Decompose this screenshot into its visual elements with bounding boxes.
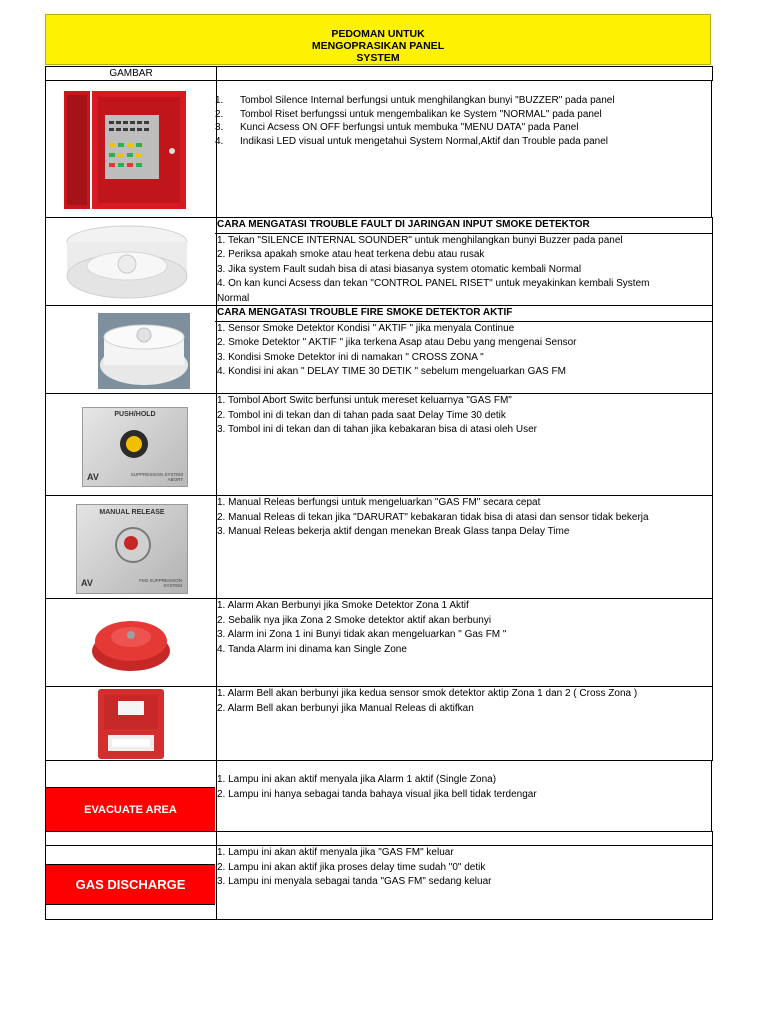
table-row-abort [45, 393, 713, 496]
manual-item-3: 3. Manual Releas bekerja aktif dengan menekan Break Glass tanpa Delay Time [217, 526, 570, 538]
evacuate-description [215, 761, 712, 832]
table-row-fire [45, 305, 713, 394]
evacuate-item-2: 2. Lampu ini hanya sebagai tanda bahaya visual jika bell tidak terdengar [217, 788, 537, 800]
alarm-item-3: 3. Alarm ini Zona 1 ini Bunyi tidak akan mengeluarkan " Gas FM " [217, 629, 507, 641]
table-row-fault [45, 217, 713, 306]
manual-release-image-cell [45, 496, 217, 599]
alarm-description [215, 599, 713, 687]
abort-description [215, 394, 713, 496]
abort-button-icon [126, 436, 142, 452]
smoke-detector-image-cell [45, 218, 217, 306]
panel-item-1: Tombol Silence Internal berfungsi untuk menghilangkan bunyi "BUZZER" pada panel [240, 95, 615, 106]
header-line-1: PEDOMAN UNTUK [331, 28, 425, 40]
alarm-item-2: 2. Sebalik nya jika Zona 2 Smoke detektor aktif akan berbunyi [217, 614, 492, 626]
fire-item-4: 4. Kondisi ini akan " DELAY TIME 30 DETIK " sebelum mengeluarkan GAS FM [217, 366, 566, 378]
manual-release-image [76, 504, 188, 594]
fault-item-4: 4. On kan kunci Acsess dan tekan "CONTROL PANEL RISET" untuk meyakinkan kembali System [217, 278, 650, 290]
fire-alarm-panel-image [64, 91, 188, 211]
fault-item-2: 2. Periksa apakah smoke atau heat terkena debu atau rusak [217, 249, 485, 261]
alarm-bell-image-cell [45, 599, 217, 687]
panel-description: 1. Tombol Silence Internal berfungsi untuk menghilangkan bunyi "BUZZER" pada panel 2. Tombol Riset berfungssi untuk mengembalikan ke System "NORMAL" pada panel 3. Kunci Acsess ON OFF berfungsi untuk membuka "MENU DATA" pada Panel 4. Indikasi LED visual untuk mengetahui System Normal,Aktif dan Trouble pada panel [215, 81, 712, 218]
brand-logo: AV [81, 578, 93, 588]
horn-strobe-image-cell [45, 687, 217, 761]
alarm-item-4: 4. Tanda Alarm ini dinama kan Single Zone [217, 643, 407, 655]
active-detector-image-cell [45, 306, 217, 394]
header-line-3: SYSTEM [356, 52, 400, 64]
abort-top-label: PUSH/HOLD [114, 411, 156, 418]
table-row-evacuate [45, 760, 713, 832]
panel-item-3: Kunci Acsess ON OFF berfungsi untuk membuka "MENU DATA" pada Panel [240, 122, 579, 134]
abort-switch-image [82, 407, 188, 487]
table-row-bell [45, 686, 713, 761]
abort-bottom-label: SUPPRESSION SYSTEM ABORT [130, 472, 183, 482]
gas-item-2: 2. Lampu ini akan aktif jika proses delay time sudah "0" detik [217, 861, 486, 873]
manual-description [215, 496, 713, 599]
fault-title: CARA MENGATASI TROUBLE FAULT DI JARINGAN INPUT SMOKE DETEKTOR [215, 218, 712, 234]
abort-item-1: 1. Tombol Abort Switc berfunsi untuk mereset keluarnya "GAS FM" [217, 395, 512, 406]
evacuate-area-sign: EVACUATE AREA [46, 787, 215, 832]
fault-description [215, 218, 713, 306]
manual-bottom-label: FM2 SUPPRESSION SYSTEM [139, 578, 182, 588]
panel-image-cell [45, 81, 217, 218]
gambar-header: GAMBAR [45, 67, 217, 81]
alarm-item-1: 1. Alarm Akan Berbunyi jika Smoke Detektor Zona 1 Aktif [217, 600, 469, 611]
horn-strobe-image [98, 689, 164, 759]
table-header-row [45, 66, 713, 81]
gas-description [215, 846, 713, 919]
manual-item-2: 2. Manual Releas di tekan jika "DARURAT" kebakaran tidak bisa di atasi dan sensor tidak bekerja [217, 511, 649, 523]
fault-item-1: 1. Tekan "SILENCE INTERNAL SOUNDER" untuk menghilangkan bunyi Buzzer pada panel [217, 234, 623, 246]
gas-item-3: 3. Lampu ini menyala sebagai tanda "GAS FM" sedang keluar [217, 876, 492, 888]
brand-logo: AV [87, 472, 99, 482]
fire-description [215, 306, 713, 394]
active-smoke-detector-image [98, 313, 190, 389]
gas-item-1: 1. Lampu ini akan aktif menyala jika "GAS FM" keluar [217, 847, 454, 858]
abort-item-2: 2. Tombol ini di tekan dan di tahan pada saat Delay Time 30 detik [217, 409, 506, 421]
fire-title: CARA MENGATASI TROUBLE FIRE SMOKE DETEKTOR AKTIF [215, 306, 712, 322]
fire-item-1: 1. Sensor Smoke Detektor Kondisi " AKTIF " jika menyala Continue [217, 322, 515, 334]
page-header [45, 14, 711, 65]
bell-description [215, 687, 713, 761]
panel-item-4: Indikasi LED visual untuk mengetahui System Normal,Aktif dan Trouble pada panel [240, 135, 608, 147]
evacuate-item-1: 1. Lampu ini akan aktif menyala jika Alarm 1 aktif (Single Zona) [217, 774, 497, 785]
abort-item-3: 3. Tombol ini di tekan dan di tahan jika kebakaran bisa di atasi oleh User [217, 424, 538, 436]
manual-item-1: 1. Manual Releas berfungsi untuk mengeluarkan "GAS FM" secara cepat [217, 497, 541, 508]
abort-switch-image-cell [45, 394, 217, 496]
smoke-detector-image [64, 220, 190, 304]
fault-item-4-cont: Normal [217, 292, 250, 304]
fire-item-3: 3. Kondisi Smoke Detektor ini di namakan " CROSS ZONA " [217, 351, 484, 363]
table-row-gas [45, 845, 713, 920]
manual-top-label: MANUAL RELEASE [99, 509, 165, 516]
bell-item-2: 2. Alarm Bell akan berbunyi jika Manual Releas di aktifkan [217, 702, 474, 714]
bell-item-1: 1. Alarm Bell akan berbunyi jika kedua sensor smok detektor aktip Zona 1 dan 2 ( Cross Zona ) [217, 688, 638, 699]
table-row-manual [45, 495, 713, 599]
header-line-2: MENGOPRASIKAN PANEL [311, 40, 445, 52]
fault-item-3: 3. Jika system Fault sudah bisa di atasi biasanya system otomatic kembali Normal [217, 263, 582, 275]
table-row-spacer [45, 831, 713, 846]
table-row-panel [45, 80, 713, 218]
table-row-alarm [45, 598, 713, 687]
alarm-bell-image [90, 613, 172, 675]
panel-item-2: Tombol Riset berfungssi untuk mengembalikan ke System "NORMAL" pada panel [240, 108, 602, 120]
break-glass-icon [124, 536, 138, 550]
fire-item-2: 2. Smoke Detektor " AKTIF " jika terkena Asap atau Debu yang mengenai Sensor [217, 337, 577, 349]
gas-discharge-sign: GAS DISCHARGE [46, 864, 215, 905]
